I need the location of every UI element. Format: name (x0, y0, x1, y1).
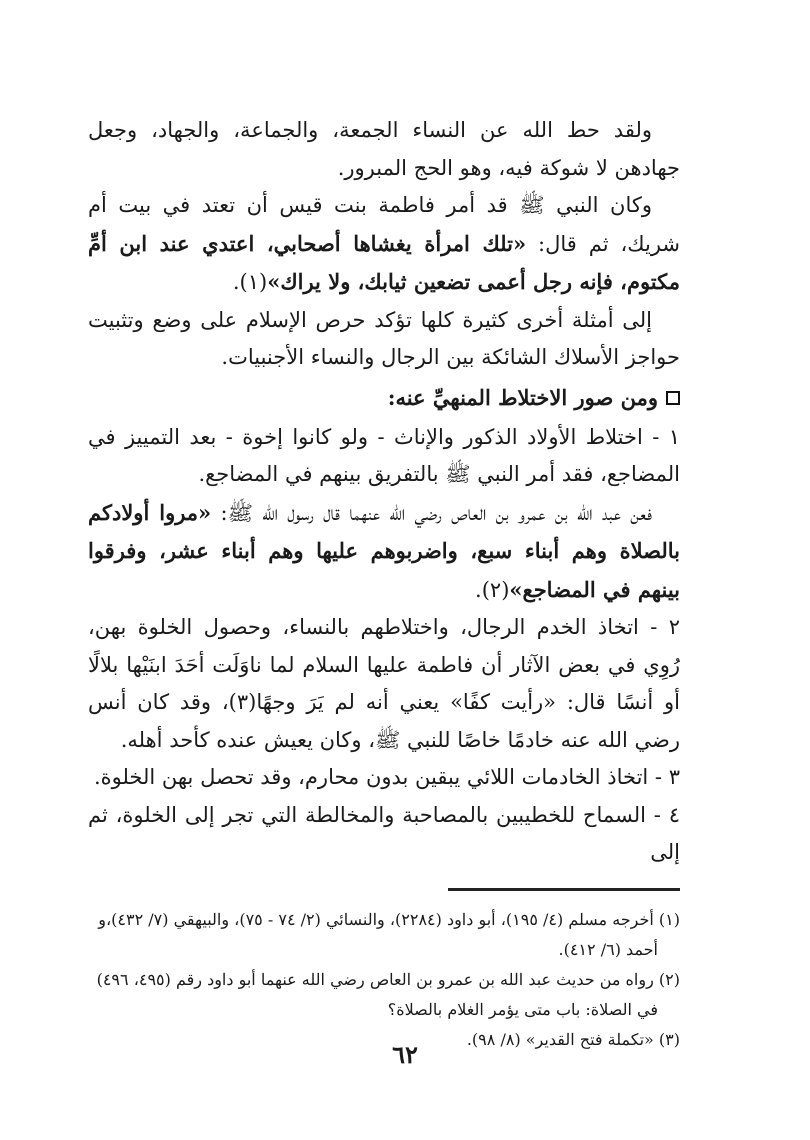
paragraph-lead: وكان النبي ﷺ قد أمر فاطمة بنت قيس أن تعتد في بيت أم شريك، ثم قال: (88, 193, 681, 256)
hadith-quote: «تلك امرأة يغشاها أصحابي، اعتدي عند ابن أمِّ مكتوم، فإنه رجل أعمى تضعين ثيابك، ولا يراك» (88, 230, 680, 294)
footnote-ref: (١). (232, 270, 268, 294)
footnote-1: (١) أخرجه مسلم (٤/ ١٩٥)، أبو داود (٢٢٨٤)، والنسائي (٢/ ٧٤ - ٧٥)، والبيهقي (٧/ ٤٣٢)،و أحمد (٦/ ٤١٢). (98, 909, 680, 959)
main-text (88, 112, 680, 872)
list-item-1: ١ - اختلاط الأولاد الذكور والإناث - ولو كانوا إخوة - بعد التمييز في المضاجع، فقد أمر النبي ﷺ بالتفريق بينهم في المضاجع. (88, 424, 680, 486)
page-number: ٦٢ (392, 1040, 418, 1069)
footnote-3: (٣) «تكملة فتح القدير» (٨/ ٩٨). (466, 1029, 680, 1049)
footnote-ref: (٢). (475, 577, 510, 602)
footnotes (88, 905, 680, 1055)
list-item-2: ٢ - اتخاذ الخدم الرجال، واختلاطهم بالنساء، وحصول الخلوة بهن، رُوِي في بعض الآثار أن فاطمة عليها السلام لما ناوَلَت أحَدَ ابنَيْها بلالًا أو أنسًا قال: «رأيت كفًا» يعني أنه لم يَرَ وجهًا(٣)، وقد كان أنس رضي الله عنه خادمًا خاصًا للنبي ﷺ، وكان يعيش عنده كأحد أهله. (88, 615, 680, 752)
paragraph-fatima-bint-qays (88, 187, 680, 302)
section-heading-text: ومن صور الاختلاط المنهيِّ عنه: (387, 384, 658, 410)
hadith-quote: «مروا أولادكم بالصلاة وهم أبناء سبع، واضربوهم عليها وهم أبناء عشر، وفرقوا بينهم في المضاجع» (88, 499, 680, 602)
list-item-4: ٤ - السماح للخطيبين بالمصاحبة والمخالطة التي تجر إلى الخلوة، ثم إلى (88, 802, 680, 864)
footnote-2: (٢) رواه من حديث عبد الله بن عمرو بن العاص رضي الله عنهما أبو داود رقم (٤٩٥، ٤٩٦) في الصلاة: باب متى يؤمر الغلام بالصلاة؟ (96, 969, 680, 1019)
paragraph-women-exemptions: ولقد حط الله عن النساء الجمعة، والجماعة، والجهاد، وجعل جهادهن لا شوكة فيه، وهو الحج المبرور. (88, 118, 680, 180)
checkbox-square-icon (666, 391, 680, 405)
section-heading (88, 377, 680, 419)
paragraph-other-examples: إلى أمثلة أخرى كثيرة كلها تؤكد حرص الإسلام على وضع وتثبيت حواجز الأسلاك الشائكة بين الرجال والنساء الأجنبيات. (88, 307, 680, 369)
footnote-divider (448, 888, 680, 891)
paragraph-lead: فعن عبد الله بن عمرو بن العاص رضي الله عنهما قال رسول الله ﷺ: (211, 500, 652, 525)
page-content (88, 112, 680, 1055)
paragraph-hadith-abdullah (88, 494, 680, 610)
list-item-3: ٣ - اتخاذ الخادمات اللائي يبقين بدون محارم، وقد تحصل بهن الخلوة. (93, 765, 680, 789)
